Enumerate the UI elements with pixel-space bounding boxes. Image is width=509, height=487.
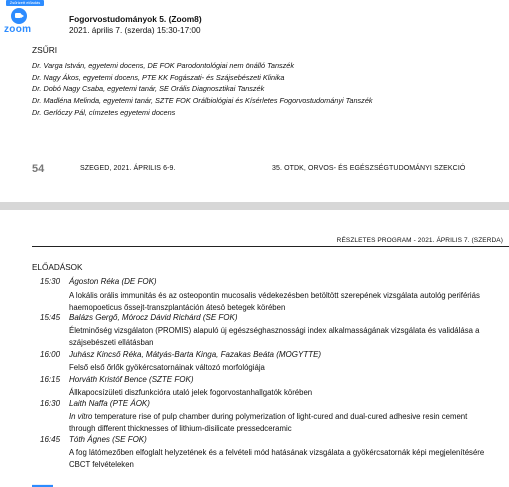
page-gap <box>0 202 509 210</box>
session-date: 2021. április 7. (szerda) 15:30-17:00 <box>69 26 201 35</box>
header-divider <box>32 246 509 247</box>
talk-title: A fog látómezőben elfoglalt helyzetének és a felvételi mód hatásának vizsgálata a gyökércsatornák képi megjelenítésére CBCT felvételeken <box>69 448 485 469</box>
page-bottom <box>0 210 509 487</box>
talk-time: 15:30 <box>40 277 61 286</box>
jury-member: Dr. Gerlóczy Pál, címzetes egyetemi docens <box>32 107 176 117</box>
talk-time: 16:45 <box>40 435 61 444</box>
jury-badge: Zsűrizett előadás <box>6 0 44 6</box>
jury-member: Dr. Madléna Melinda, egyetemi tanár, SZTE FOK Orálbiológiai és Kísérletes Fogorvostudományi Tanszék <box>32 96 373 106</box>
jury-list <box>32 60 373 119</box>
next-badge-fragment: ▬▬▬ <box>32 482 53 487</box>
talk-time: 15:45 <box>40 313 61 322</box>
talk-title: Felső első őrlők gyökércsatornáinak változó morfológiája <box>69 363 265 372</box>
talk-author: Ágoston Réka (DE FOK) <box>69 277 157 286</box>
talk-author: Balázs Gergő, Mórocz Dávid Richárd (SE FOK) <box>69 313 238 322</box>
session-title: Fogorvostudományok 5. (Zoom8) <box>69 14 202 24</box>
talk-time: 16:15 <box>40 375 61 384</box>
talk-author: Juhász Kincső Réka, Mátyás-Barta Kinga, Fazakas Beáta (MOGYTTE) <box>69 350 322 359</box>
talk-title: In vitro temperature rise of pulp chamber during polymerization of light-cured and dual-cured adhesive resin cement through different thicknesses of lithium-disilicate pressedceramic <box>69 412 468 433</box>
zoom-wordmark: zoom <box>4 24 32 35</box>
jury-member: Dr. Nagy Ákos, egyetemi docens, PTE KK Fogászati- és Szájsebészeti Klinika <box>32 72 285 82</box>
footer-conference: 35. OTDK, ORVOS- ÉS EGÉSZSÉGTUDOMÁNYI SZEKCIÓ <box>272 165 466 172</box>
talk-title: A lokális orális immunitás és az osteopontin mucosalis védekezésben betöltött szerepének vizsgálata autológ perifériás haemopoeticus őssejt-transzplantáción átesö betegek körében <box>69 291 480 312</box>
page-number: 54 <box>32 163 45 175</box>
talk-time: 16:00 <box>40 350 61 359</box>
jury-member: Dr. Varga István, egyetemi docens, DE FOK Parodontológiai nem önálló Tanszék <box>32 61 295 70</box>
camera-lens-icon <box>21 14 24 18</box>
jury-member: Dr. Dobó Nagy Csaba, egyetemi tanár, SE Orális Diagnosztikai Tanszék <box>32 84 265 94</box>
section-heading: ELŐADÁSOK <box>32 263 83 272</box>
talk-title: Állkapocsízületi diszfunkcióra utaló jelek fogorvostanhallgatók körében <box>69 388 313 397</box>
talk-author: Laith Naffa (PTE ÁOK) <box>69 399 150 408</box>
talk-title: Életminőség vizsgálaton (PROMIS) alapuló új egészséghasznossági index alkalmasságának vizsgálata és validálása a szájsebészeti ellátásban <box>69 326 480 347</box>
talk-time: 16:30 <box>40 399 61 408</box>
talk-author: Horváth Kristóf Bence (SZTE FOK) <box>69 375 194 384</box>
talk-author: Tóth Ágnes (SE FOK) <box>69 435 147 444</box>
jury-heading: ZSŰRI <box>32 45 58 55</box>
footer-location: SZEGED, 2021. ÁPRILIS 6-9. <box>80 165 176 172</box>
running-header: RÉSZLETES PROGRAM - 2021. ÁPRILIS 7. (SZERDA) <box>336 237 503 244</box>
